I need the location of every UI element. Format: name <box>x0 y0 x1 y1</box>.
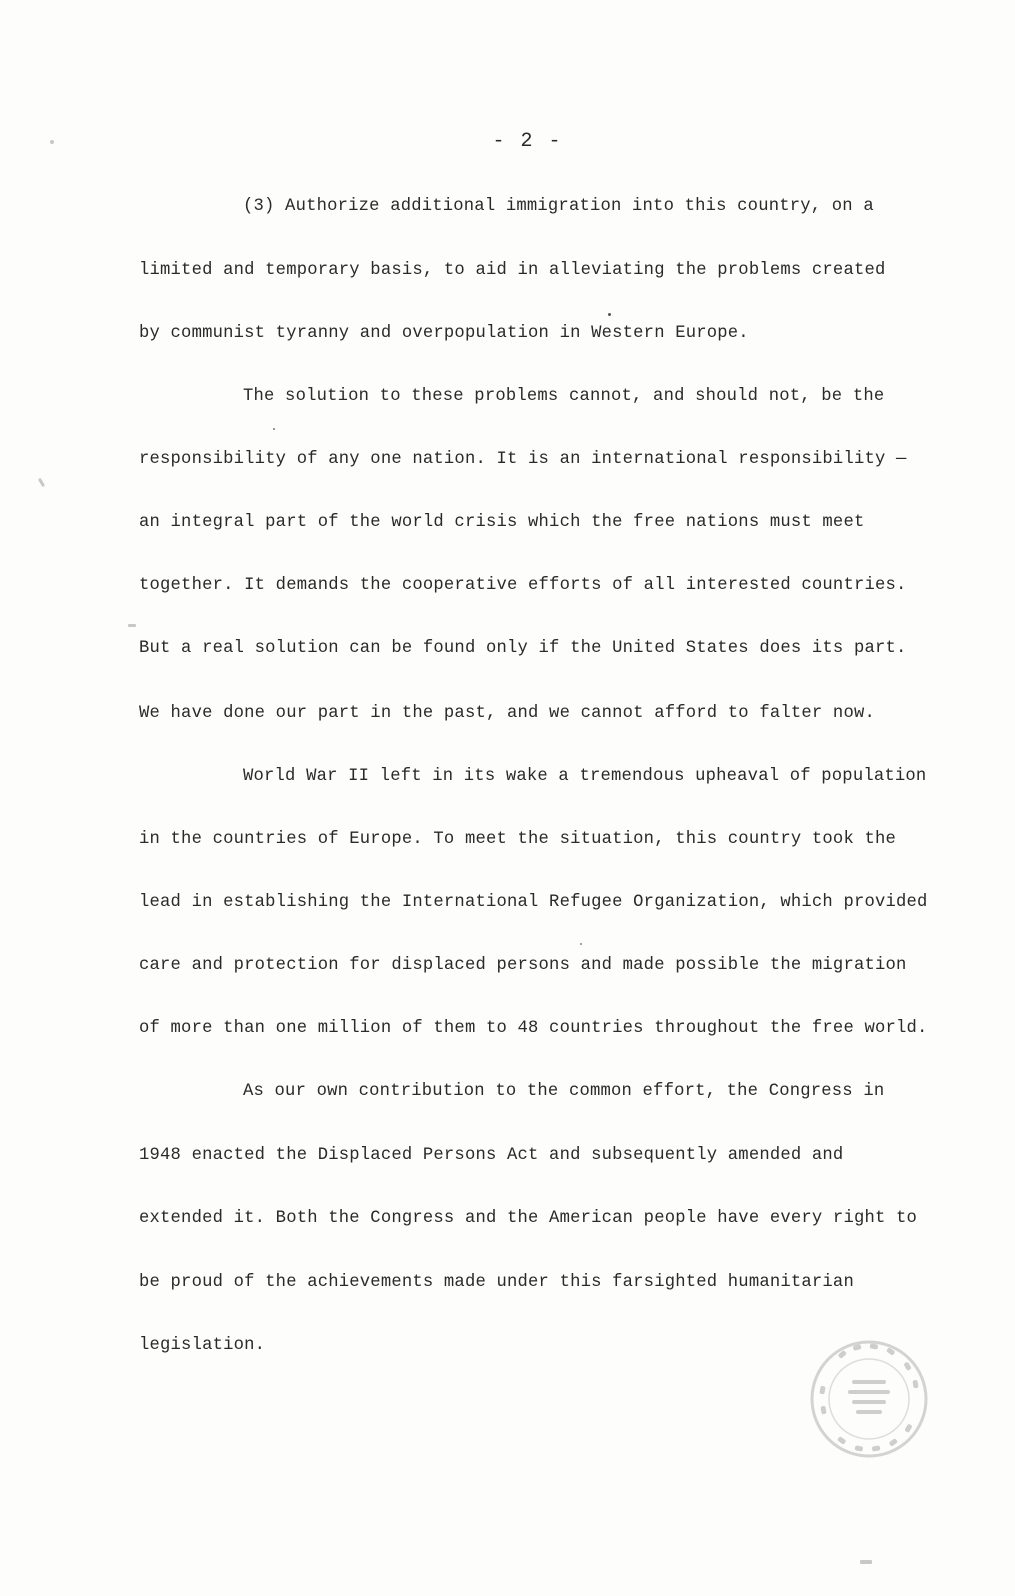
scan-speck <box>38 478 45 487</box>
text-line-8: But a real solution can be found only if the United States does its part. <box>139 639 907 658</box>
text-line-9: We have done our part in the past, and we cannot afford to falter now. <box>139 704 875 723</box>
text-line-2: limited and temporary basis, to aid in alleviating the problems created <box>139 261 886 280</box>
text-line-3: by communist tyranny and overpopulation in Western Europe. <box>139 324 749 343</box>
text-line-10: World War II left in its wake a tremendous upheaval of population <box>243 767 927 786</box>
text-line-13: care and protection for displaced persons and made possible the migration <box>139 956 907 975</box>
text-line-4: The solution to these problems cannot, and should not, be the <box>243 387 885 406</box>
text-line-19: legislation. <box>139 1336 266 1355</box>
text-line-17: extended it. Both the Congress and the American people have every right to <box>139 1209 918 1228</box>
scan-speck <box>273 428 275 430</box>
text-line-14: of more than one million of them to 48 countries throughout the free world. <box>139 1019 928 1038</box>
scan-speck <box>50 140 54 144</box>
page-number: - 2 - <box>492 130 563 153</box>
text-line-5: responsibility of any one nation. It is an international responsibility — <box>139 450 907 469</box>
text-line-11: in the countries of Europe. To meet the situation, this country took the <box>139 830 897 849</box>
text-line-1: (3) Authorize additional immigration into this country, on a <box>243 197 874 216</box>
text-line-12: lead in establishing the International Refugee Organization, which provided <box>139 893 928 912</box>
text-line-18: be proud of the achievements made under this farsighted humanitarian <box>139 1273 854 1292</box>
scan-speck <box>128 624 136 627</box>
text-line-6: an integral part of the world crisis which the free nations must meet <box>139 513 865 532</box>
text-line-7: together. It demands the cooperative efforts of all interested countries. <box>139 576 907 595</box>
text-line-15: As our own contribution to the common effort, the Congress in <box>243 1082 885 1101</box>
scan-speck <box>860 1560 872 1564</box>
archive-stamp <box>808 1338 930 1460</box>
text-line-16: 1948 enacted the Displaced Persons Act and subsequently amended and <box>139 1146 844 1165</box>
scan-speck <box>580 943 582 945</box>
scan-speck <box>608 313 611 316</box>
